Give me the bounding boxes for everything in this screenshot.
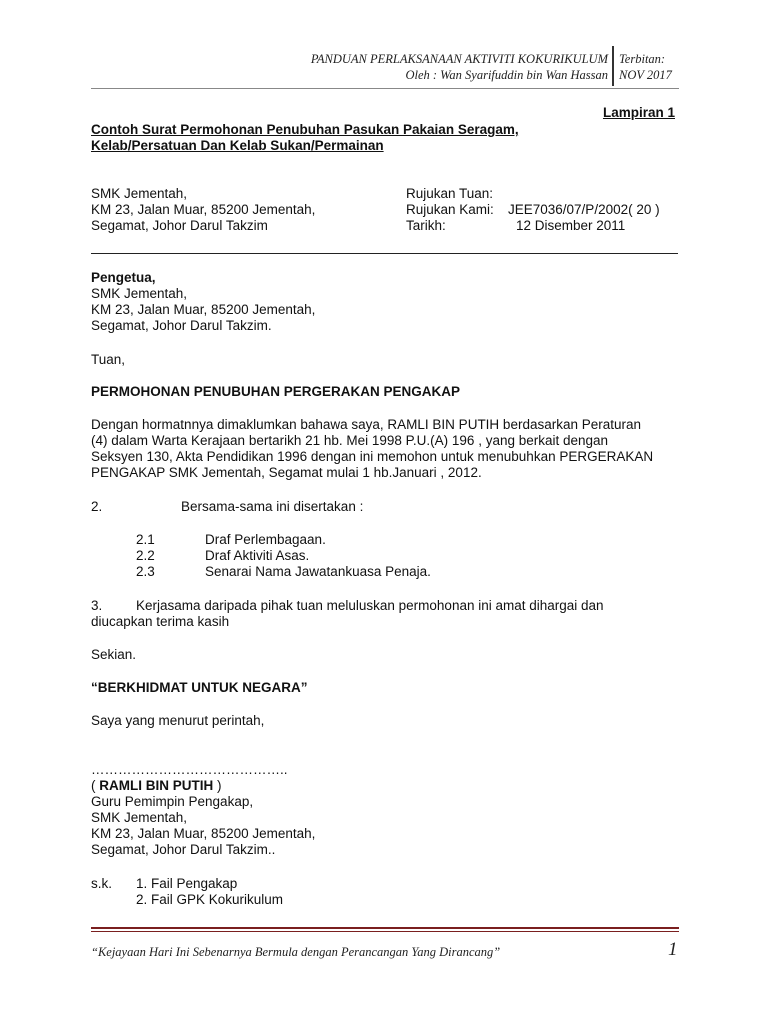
item-3-line-1: Kerjasama daripada pihak tuan meluluskan permohonan ini amat dihargai dan — [136, 598, 604, 613]
paragraph-1 — [91, 417, 653, 481]
item-2-number: 2. — [91, 499, 103, 514]
recipient-line-3: Segamat, Johor Darul Takzim. — [91, 318, 272, 333]
signatory-name: RAMLI BIN PUTIH — [99, 778, 214, 793]
page-number: 1 — [668, 939, 678, 960]
item-3-number: 3. — [91, 598, 103, 613]
header-divider — [612, 46, 614, 86]
signature-line: …………………………………….. — [91, 762, 288, 777]
recipient-title: Pengetua, — [91, 270, 156, 285]
signatory-line-2: SMK Jementah, — [91, 810, 188, 825]
paragraph-1-line: Dengan hormatnnya dimaklumkan bahawa saya, RAMLI BIN PUTIH berdasarkan Peraturan — [91, 417, 642, 432]
sender-line-3: Segamat, Johor Darul Takzim — [91, 218, 268, 233]
attachment-numbers — [136, 532, 155, 580]
subject-line-1: Contoh Surat Permohonan Penubuhan Pasukan Pakaian Seragam, — [91, 122, 519, 137]
cc-list — [136, 876, 283, 908]
signatory-block — [91, 778, 315, 858]
paragraph-1-line: (4) dalam Warta Kerajaan bertarikh 21 hb. Mei 1998 P.U.(A) 196 , yang berkait dengan — [91, 433, 609, 448]
signatory-name-line — [91, 778, 315, 794]
reference-kami-label: Rujukan Kami: — [406, 202, 494, 217]
lampiran-label: Lampiran 1 — [602, 105, 675, 120]
sender-address — [91, 186, 315, 234]
reference-tuan-label: Rujukan Tuan: — [406, 186, 494, 201]
document-subject — [91, 122, 519, 154]
sender-line-2: KM 23, Jalan Muar, 85200 Jementah, — [91, 202, 316, 217]
signatory-close-paren: ) — [213, 778, 222, 793]
attachment-number: 2.1 — [136, 532, 155, 547]
attachment-number: 2.3 — [136, 564, 155, 579]
sign-intro: Saya yang menurut perintah, — [91, 713, 265, 728]
letter-heading: PERMOHONAN PENUBUHAN PERGERAKAN PENGAKAP — [91, 384, 461, 399]
item-3-line-2: diucapkan terima kasih — [91, 614, 230, 629]
motto: “BERKHIDMAT UNTUK NEGARA” — [91, 680, 308, 695]
footer-rule-thick — [91, 927, 679, 929]
address-rule — [91, 253, 678, 254]
signatory-line-4: Segamat, Johor Darul Takzim.. — [91, 842, 276, 857]
attachment-item: Draf Perlembagaan. — [205, 532, 326, 547]
attachment-list — [205, 532, 431, 580]
attachment-item: Draf Aktiviti Asas. — [205, 548, 310, 563]
footer-quote: “Kejayaan Hari Ini Sebenarnya Bermula dengan Perancangan Yang Dirancang” — [91, 945, 501, 959]
paragraph-1-line: Seksyen 130, Akta Pendidikan 1996 dengan ini memohon untuk menubuhkan PERGERAKAN — [91, 449, 654, 464]
signatory-open-paren: ( — [91, 778, 100, 793]
subject-line-2: Kelab/Persatuan Dan Kelab Sukan/Permainan — [91, 138, 384, 153]
footer-rule-thin — [91, 931, 679, 932]
sender-line-1: SMK Jementah, — [91, 186, 188, 201]
recipient-address — [91, 270, 315, 334]
header-issue-date: NOV 2017 — [619, 68, 672, 82]
header-title-block — [311, 51, 608, 83]
reference-tarikh-label: Tarikh: — [406, 218, 446, 233]
cc-item: 2. Fail GPK Kokurikulum — [136, 892, 284, 907]
signatory-line-1: Guru Pemimpin Pengakap, — [91, 794, 254, 809]
cc-label: s.k. — [91, 876, 113, 891]
cc-item: 1. Fail Pengakap — [136, 876, 238, 891]
reference-kami-value: JEE7036/07/P/2002( 20 ) — [508, 202, 660, 217]
reference-tarikh-value: 12 Disember 2011 — [516, 218, 626, 233]
signatory-line-3: KM 23, Jalan Muar, 85200 Jementah, — [91, 826, 316, 841]
item-2-text: Bersama-sama ini disertakan : — [181, 499, 364, 514]
header-issue-block — [619, 51, 672, 83]
header-author: Oleh : Wan Syarifuddin bin Wan Hassan — [405, 68, 608, 82]
header-title: PANDUAN PERLAKSANAAN AKTIVITI KOKURIKULUM — [310, 52, 608, 66]
attachment-number: 2.2 — [136, 548, 155, 563]
recipient-line-2: KM 23, Jalan Muar, 85200 Jementah, — [91, 302, 316, 317]
header-rule — [91, 88, 679, 89]
salutation: Tuan, — [91, 352, 126, 367]
attachment-item: Senarai Nama Jawatankuasa Penaja. — [205, 564, 431, 579]
reference-labels — [406, 186, 494, 234]
recipient-line-1: SMK Jementah, — [91, 286, 188, 301]
paragraph-1-line: PENGAKAP SMK Jementah, Segamat mulai 1 hb.Januari , 2012. — [91, 465, 482, 480]
header-issue-label: Terbitan: — [619, 52, 666, 66]
closing: Sekian. — [91, 647, 137, 662]
